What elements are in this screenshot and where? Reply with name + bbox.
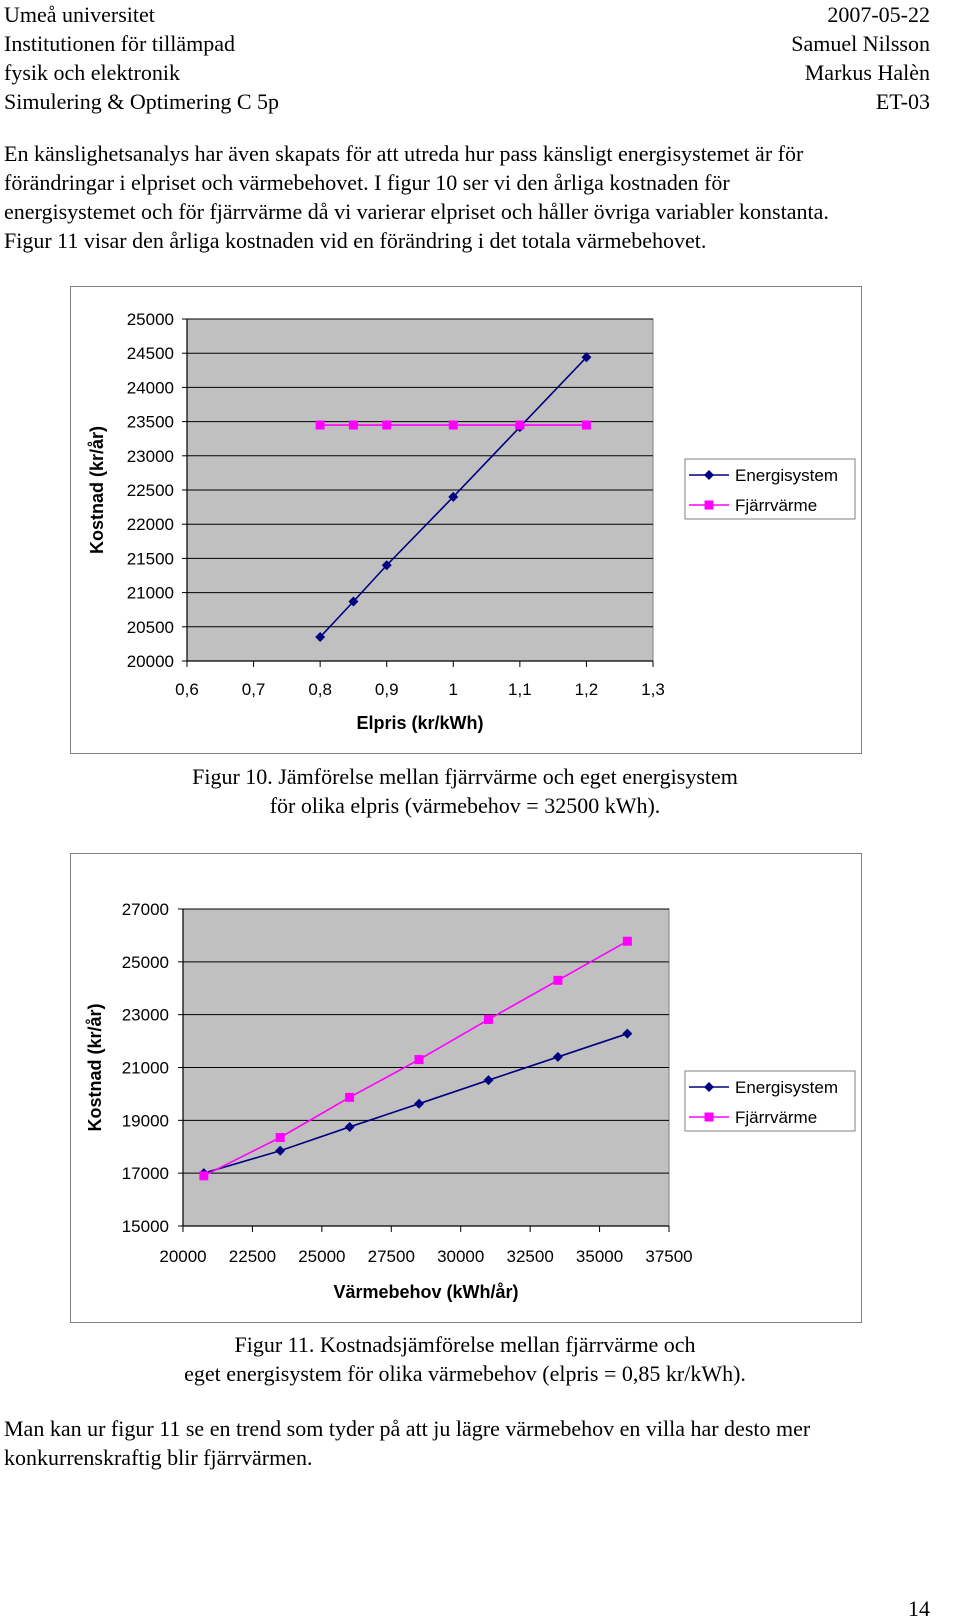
x-tick-label: 1 bbox=[448, 680, 459, 699]
y-tick-label: 25000 bbox=[121, 952, 169, 972]
data-point bbox=[449, 421, 458, 430]
figure-10-svg bbox=[71, 287, 863, 755]
y-axis-label: Kostnad (kr/år) bbox=[85, 1003, 105, 1132]
x-axis-label: Värmebehov (kWh/år) bbox=[333, 1282, 519, 1302]
outro-line: Man kan ur figur 11 se en trend som tyder på att ju lägre värmebehov en villa har desto mer bbox=[4, 1416, 811, 1441]
data-point bbox=[349, 421, 358, 430]
outro-paragraph bbox=[4, 1414, 944, 1472]
y-tick-label: 15000 bbox=[121, 1217, 169, 1236]
legend-label: Energisystem bbox=[735, 1078, 838, 1097]
header-author-1: Samuel Nilsson bbox=[791, 31, 930, 56]
header-code: ET-03 bbox=[875, 89, 930, 114]
y-tick-label: 22000 bbox=[126, 515, 174, 535]
x-tick-label: 25000 bbox=[298, 1247, 346, 1266]
intro-line: förändringar i elpriset och värmebehovet. I figur 10 ser vi den årliga kostnaden för bbox=[4, 170, 730, 195]
figure-11-chart bbox=[70, 853, 862, 1323]
data-point bbox=[316, 421, 325, 430]
data-point bbox=[276, 1133, 285, 1142]
y-axis-label: Kostnad (kr/år) bbox=[87, 425, 107, 555]
x-tick-label: 1,2 bbox=[574, 680, 599, 699]
y-tick-label: 23000 bbox=[126, 446, 174, 466]
figure-11-caption bbox=[0, 1330, 930, 1388]
figure-11-svg bbox=[71, 854, 863, 1324]
intro-line: Figur 11 visar den årliga kostnaden vid en förändring i det totala värmebehovet. bbox=[4, 228, 707, 253]
data-point bbox=[415, 1055, 424, 1064]
figure-10-chart bbox=[70, 286, 862, 754]
y-tick-label: 23000 bbox=[121, 1005, 169, 1025]
data-point bbox=[623, 937, 632, 946]
intro-paragraph bbox=[4, 139, 944, 255]
data-point bbox=[515, 421, 524, 430]
x-tick-label: 0,9 bbox=[374, 680, 399, 699]
outro-line: konkurrenskraftig blir fjärrvärmen. bbox=[4, 1445, 313, 1470]
y-tick-label: 20500 bbox=[126, 617, 174, 637]
data-point bbox=[582, 421, 591, 430]
x-tick-label: 30000 bbox=[437, 1247, 485, 1266]
x-tick-label: 0,7 bbox=[241, 680, 266, 699]
header-right bbox=[791, 0, 930, 116]
x-tick-label: 22500 bbox=[228, 1247, 277, 1266]
header-department: fysik och elektronik bbox=[4, 60, 180, 85]
header-course: Simulering & Optimering C 5p bbox=[4, 89, 279, 114]
x-tick-label: 20000 bbox=[159, 1247, 207, 1266]
y-tick-label: 20000 bbox=[126, 652, 174, 671]
y-tick-label: 22500 bbox=[126, 481, 174, 500]
y-tick-label: 23500 bbox=[126, 412, 174, 432]
y-tick-label: 21500 bbox=[126, 549, 174, 569]
intro-line: energisystemet och för fjärrvärme då vi varierar elpriset och håller övriga variabler konstanta. bbox=[4, 199, 829, 224]
y-tick-label: 19000 bbox=[121, 1111, 169, 1131]
caption-line: för olika elpris (värmebehov = 32500 kWh). bbox=[269, 793, 661, 818]
legend-marker bbox=[705, 501, 714, 510]
x-tick-label: 35000 bbox=[575, 1247, 624, 1266]
x-tick-label: 0,6 bbox=[175, 680, 199, 699]
header-author-2: Markus Halèn bbox=[804, 60, 930, 85]
legend-label: Fjärrvärme bbox=[735, 496, 818, 515]
legend-label: Fjärrvärme bbox=[735, 1108, 818, 1127]
legend-marker bbox=[705, 1113, 714, 1122]
header-institution: Institutionen för tillämpad bbox=[4, 31, 235, 56]
header-left bbox=[4, 0, 279, 116]
data-point bbox=[199, 1171, 208, 1180]
x-tick-label: 0,8 bbox=[308, 680, 332, 699]
header-date: 2007-05-22 bbox=[827, 2, 930, 27]
data-point bbox=[484, 1015, 493, 1024]
intro-line: En känslighetsanalys har även skapats för att utreda hur pass känsligt energisystemet är för bbox=[4, 141, 804, 166]
y-tick-label: 27000 bbox=[121, 900, 169, 919]
data-point bbox=[553, 976, 562, 985]
y-tick-label: 17000 bbox=[121, 1164, 169, 1184]
x-tick-label: 37500 bbox=[645, 1247, 693, 1266]
caption-line: Figur 11. Kostnadsjämförelse mellan fjärrvärme och bbox=[234, 1332, 696, 1357]
data-point bbox=[382, 421, 391, 430]
x-tick-label: 32500 bbox=[506, 1247, 554, 1266]
y-tick-label: 24500 bbox=[126, 344, 174, 364]
caption-line: Figur 10. Jämförelse mellan fjärrvärme och eget energisystem bbox=[192, 764, 738, 789]
y-tick-label: 21000 bbox=[121, 1058, 169, 1078]
y-tick-label: 24000 bbox=[126, 378, 174, 398]
x-axis-label: Elpris (kr/kWh) bbox=[356, 713, 484, 733]
x-tick-label: 1,3 bbox=[641, 680, 665, 699]
x-tick-label: 27500 bbox=[367, 1247, 415, 1266]
y-tick-label: 25000 bbox=[126, 310, 174, 329]
legend-label: Energisystem bbox=[735, 466, 838, 485]
header-university: Umeå universitet bbox=[4, 2, 155, 27]
figure-10-caption bbox=[0, 762, 930, 820]
caption-line: eget energisystem för olika värmebehov (elpris = 0,85 kr/kWh). bbox=[184, 1361, 746, 1386]
x-tick-label: 1,1 bbox=[508, 680, 532, 699]
page-number: 14 bbox=[908, 1596, 930, 1621]
data-point bbox=[345, 1093, 354, 1102]
y-tick-label: 21000 bbox=[126, 583, 174, 603]
